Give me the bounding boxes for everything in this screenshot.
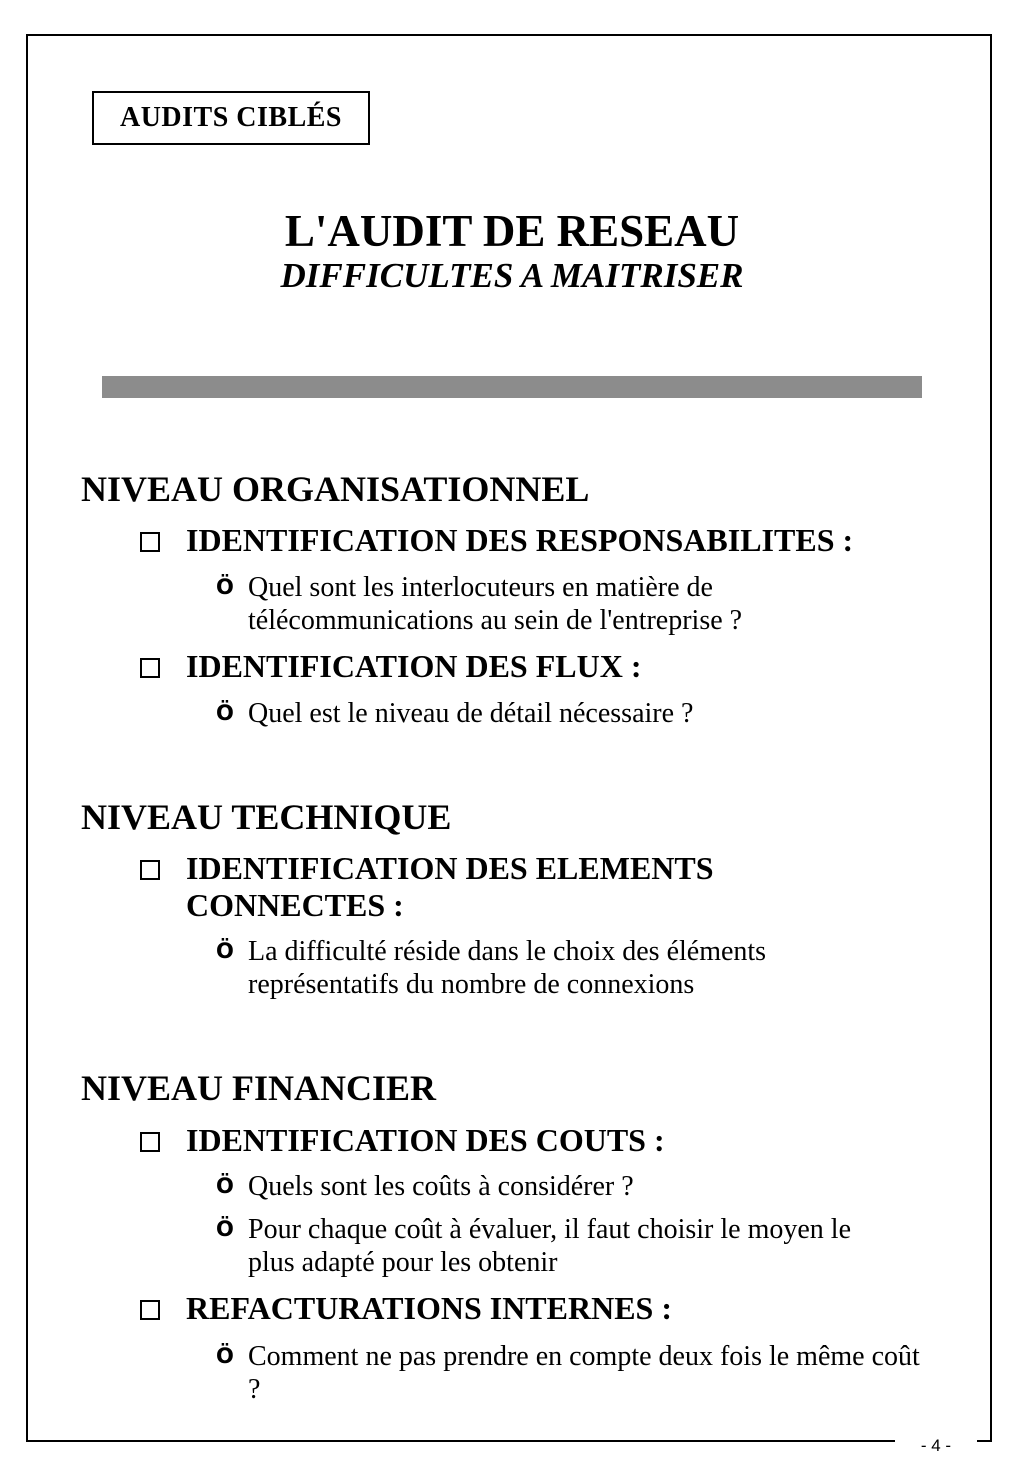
bullet-text: Comment ne pas prendre en compte deux fois le même coût ? bbox=[248, 1341, 920, 1405]
divider-bar bbox=[102, 376, 922, 398]
arrow-bullet-icon: Ö bbox=[216, 701, 234, 725]
item-label: IDENTIFICATION DES ELEMENTS CONNECTES : bbox=[186, 850, 714, 923]
checkbox-icon bbox=[140, 1300, 160, 1320]
bullet-text: Quel sont les interlocuteurs en matière de télécommunications au sein de l'entreprise ? bbox=[248, 572, 743, 636]
item-label: IDENTIFICATION DES FLUX : bbox=[186, 648, 642, 684]
page-subtitle: DIFFICULTES A MAITRISER bbox=[280, 256, 744, 295]
checkbox-icon bbox=[140, 658, 160, 678]
bullet-text: Pour chaque coût à évaluer, il faut choisir le moyen le plus adapté pour les obtenir bbox=[248, 1214, 851, 1278]
page-title: L'AUDIT DE RESEAU bbox=[284, 206, 740, 256]
section-tag bbox=[92, 91, 370, 145]
checkbox-icon bbox=[140, 532, 160, 552]
page-number: - 4 - bbox=[920, 1436, 952, 1455]
checkbox-icon bbox=[140, 860, 160, 880]
bullet-text: La difficulté réside dans le choix des éléments représentatifs du nombre de connexions bbox=[248, 936, 767, 1000]
arrow-bullet-icon: Ö bbox=[216, 1344, 234, 1368]
item-label: IDENTIFICATION DES COUTS : bbox=[186, 1122, 665, 1158]
section-heading-technique: NIVEAU TECHNIQUE bbox=[81, 797, 452, 837]
checkbox-icon bbox=[140, 1132, 160, 1152]
bullet-text: Quel est le niveau de détail nécessaire ? bbox=[248, 698, 694, 729]
item-label: REFACTURATIONS INTERNES : bbox=[186, 1290, 672, 1326]
bullet-text: Quels sont les coûts à considérer ? bbox=[248, 1171, 634, 1202]
arrow-bullet-icon: Ö bbox=[216, 1217, 234, 1241]
arrow-bullet-icon: Ö bbox=[216, 939, 234, 963]
section-heading-financier: NIVEAU FINANCIER bbox=[81, 1068, 437, 1108]
section-tag-label: AUDITS CIBLÉS bbox=[119, 102, 343, 133]
arrow-bullet-icon: Ö bbox=[216, 575, 234, 599]
item-label: IDENTIFICATION DES RESPONSABILITES : bbox=[186, 522, 854, 558]
section-heading-organisationnel: NIVEAU ORGANISATIONNEL bbox=[81, 469, 590, 509]
arrow-bullet-icon: Ö bbox=[216, 1174, 234, 1198]
